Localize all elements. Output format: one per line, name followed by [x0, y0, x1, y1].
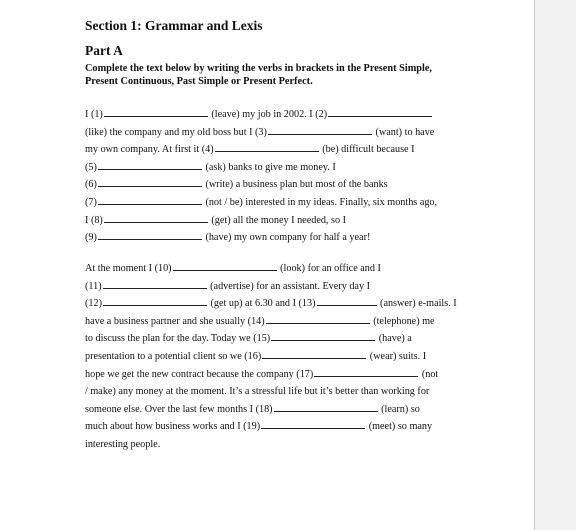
blank-14[interactable] — [266, 313, 370, 324]
text-line: (12) (get up) at 6.30 and I (13) (answer) e-mails. I — [85, 295, 465, 313]
text-line: to discuss the plan for the day. Today we (15) (have) a — [85, 330, 465, 348]
blank-1[interactable] — [104, 106, 208, 117]
exercise-paragraph-2 — [85, 260, 465, 454]
text-line: At the moment I (10) (look) for an office and I — [85, 260, 465, 278]
blank-8[interactable] — [104, 212, 208, 223]
blank-3[interactable] — [268, 124, 372, 135]
section-title: Section 1: Grammar and Lexis — [85, 18, 263, 33]
text-line: interesting people. — [85, 438, 161, 450]
blank-19[interactable] — [261, 418, 365, 429]
instructions: Complete the text below by writing the verbs in brackets in the Present Simple, Present Continuous, Past Simple or Present Perfect. — [85, 63, 433, 87]
text-line: (like) the company and my old boss but I (3) (want) to have — [85, 124, 465, 142]
text-line: have a business partner and she usually (14) (telephone) me — [85, 313, 465, 331]
blank-10[interactable] — [173, 260, 277, 271]
blank-13[interactable] — [317, 295, 377, 306]
window-background — [535, 0, 576, 530]
text-line: (9) (have) my own company for half a year! — [85, 229, 465, 247]
text-line: hope we get the new contract because the company (17) (not — [85, 366, 465, 384]
blank-4[interactable] — [215, 141, 319, 152]
blank-6[interactable] — [98, 176, 202, 187]
blank-18[interactable] — [274, 401, 378, 412]
text-line: I (1) (leave) my job in 2002. I (2) — [85, 106, 465, 124]
text-line: / make) any money at the moment. It’s a stressful life but it’s better than working for — [85, 386, 430, 398]
blank-9[interactable] — [98, 229, 202, 240]
text-line: presentation to a potential client so we (16) (wear) suits. I — [85, 348, 465, 366]
blank-15[interactable] — [271, 330, 375, 341]
text-line: (5) (ask) banks to give me money. I — [85, 159, 465, 177]
text-line: I (8) (get) all the money I needed, so I — [85, 212, 465, 230]
exercise-paragraph-1 — [85, 106, 465, 247]
blank-2[interactable] — [328, 106, 432, 117]
part-title: Part A — [85, 43, 123, 58]
blank-5[interactable] — [98, 159, 202, 170]
blank-11[interactable] — [103, 278, 207, 289]
blank-7[interactable] — [98, 194, 202, 205]
blank-12[interactable] — [103, 295, 207, 306]
text-line: my own company. At first it (4) (be) difficult because I — [85, 141, 465, 159]
blank-16[interactable] — [262, 348, 366, 359]
text-line: (11) (advertise) for an assistant. Every day I — [85, 278, 465, 296]
text-line: much about how business works and I (19) (meet) so many — [85, 418, 465, 436]
text-line: (6) (write) a business plan but most of the banks — [85, 176, 465, 194]
text-line: someone else. Over the last few months I (18) (learn) so — [85, 401, 465, 419]
blank-17[interactable] — [314, 366, 418, 377]
text-line: (7) (not / be) interested in my ideas. Finally, six months ago, — [85, 194, 465, 212]
